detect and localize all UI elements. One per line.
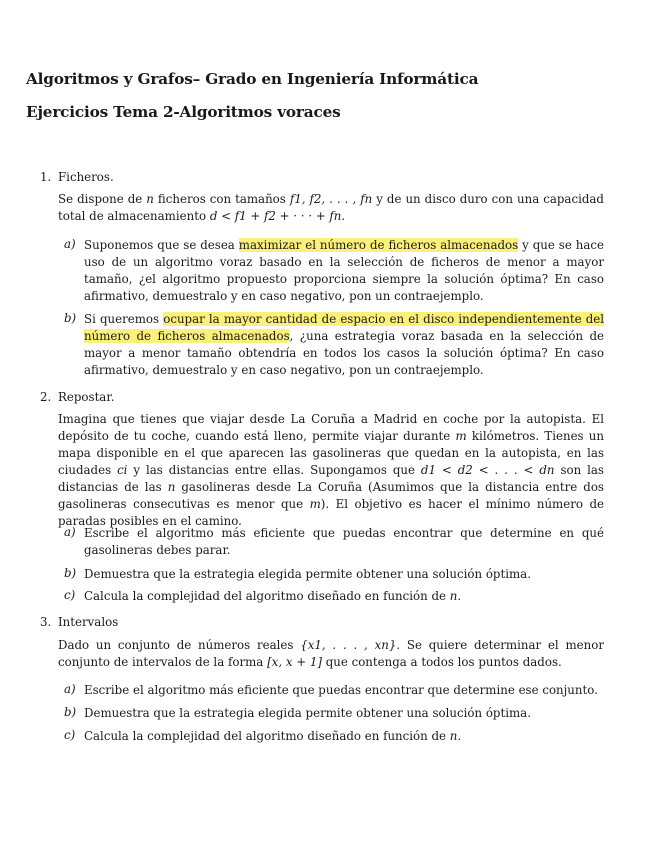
exercise-2b-text: Demuestra que la estrategia elegida permite obtener una solución óptima. xyxy=(84,567,531,581)
exercise-2b-letter: b) xyxy=(64,566,77,580)
exercise-2a-text: Escribe el algoritmo más eficiente que puedas encontrar que determine en qué gasolineras debes parar. xyxy=(84,526,604,557)
document-subtitle: Ejercicios Tema 2-Algoritmos voraces xyxy=(26,103,341,121)
exercise-1-intro: Se dispone de n ficheros con tamaños f1, f2, . . . , fn y de un disco duro con una capacidad total de almacenamiento d < f1 + f2 + · · · + fn. xyxy=(58,192,604,223)
exercise-2a-letter: a) xyxy=(64,525,76,539)
exercise-1-title: Ficheros. xyxy=(58,170,114,184)
exercise-1a-text: Suponemos que se desea maximizar el número de ficheros almacenados y que se hace uso de un algoritmo voraz basado en la selección de ficheros de menor a mayor tamaño, ¿el algoritmo propuesto proporciona siempre la solución óptima? En caso afirmativo, demuestralo y en caso negativo, pon un contraejemplo. xyxy=(84,238,604,303)
exercise-2-intro: Imagina que tienes que viajar desde La Coruña a Madrid en coche por la autopista. El depósito de tu coche, cuando está lleno, permite viajar durante m kilómetros. Tienes un mapa disponible en el que aparecen las gasolineras que quedan en la autopista, en las ciudades ci y las distancias entre ellas. Supongamos que d1 < d2 < . . . < dn son las distancias de las n gasolineras desde La Coruña (Asumimos que la distancia entre dos gasolineras consecutivas es menor que m). El objetivo es hacer el mínimo número de paradas posibles en el camino. xyxy=(58,412,605,528)
exercise-3c-letter: c) xyxy=(64,728,76,742)
exercise-2-number: 2. xyxy=(40,390,52,404)
highlight-1a: maximizar el número de ficheros almacenados xyxy=(238,238,519,252)
exercise-3a-text: Escribe el algoritmo más eficiente que puedas encontrar que determine ese conjunto. xyxy=(84,683,598,697)
exercise-1-number: 1. xyxy=(40,170,52,184)
exercise-3-number: 3. xyxy=(40,615,52,629)
highlight-1b: ocupar la mayor cantidad de espacio en el disco independientemente del número de ficheros almacenados xyxy=(84,312,604,343)
exercise-2c-letter: c) xyxy=(64,588,76,602)
exercise-1b-letter: b) xyxy=(64,311,77,325)
exercise-1b-text: Si queremos ocupar la mayor cantidad de espacio en el disco independientemente del número de ficheros almacenados, ¿una estrategia voraz basada en la selección de mayor a menor tamaño obtendría en todos los casos la solución óptima? En caso afirmativo, demuestralo y en caso negativo, pon un contraejemplo. xyxy=(84,312,604,377)
exercise-3b-letter: b) xyxy=(64,705,77,719)
exercise-3b-text: Demuestra que la estrategia elegida permite obtener una solución óptima. xyxy=(84,706,531,720)
exercise-2-title: Repostar. xyxy=(58,390,115,404)
exercise-3a-letter: a) xyxy=(64,682,76,696)
exercise-3c-text: Calcula la complejidad del algoritmo diseñado en función de n. xyxy=(84,729,462,743)
exercise-1a-letter: a) xyxy=(64,237,76,251)
exercise-3-intro: Dado un conjunto de números reales {x1, . . . , xn}. Se quiere determinar el menor conjunto de intervalos de la forma [x, x + 1] que contenga a todos los puntos dados. xyxy=(58,638,605,669)
exercise-2c-text: Calcula la complejidad del algoritmo diseñado en función de n. xyxy=(84,589,462,603)
document-title: Algoritmos y Grafos– Grado en Ingeniería Informática xyxy=(26,70,479,88)
exercise-3-title: Intervalos xyxy=(58,615,119,629)
